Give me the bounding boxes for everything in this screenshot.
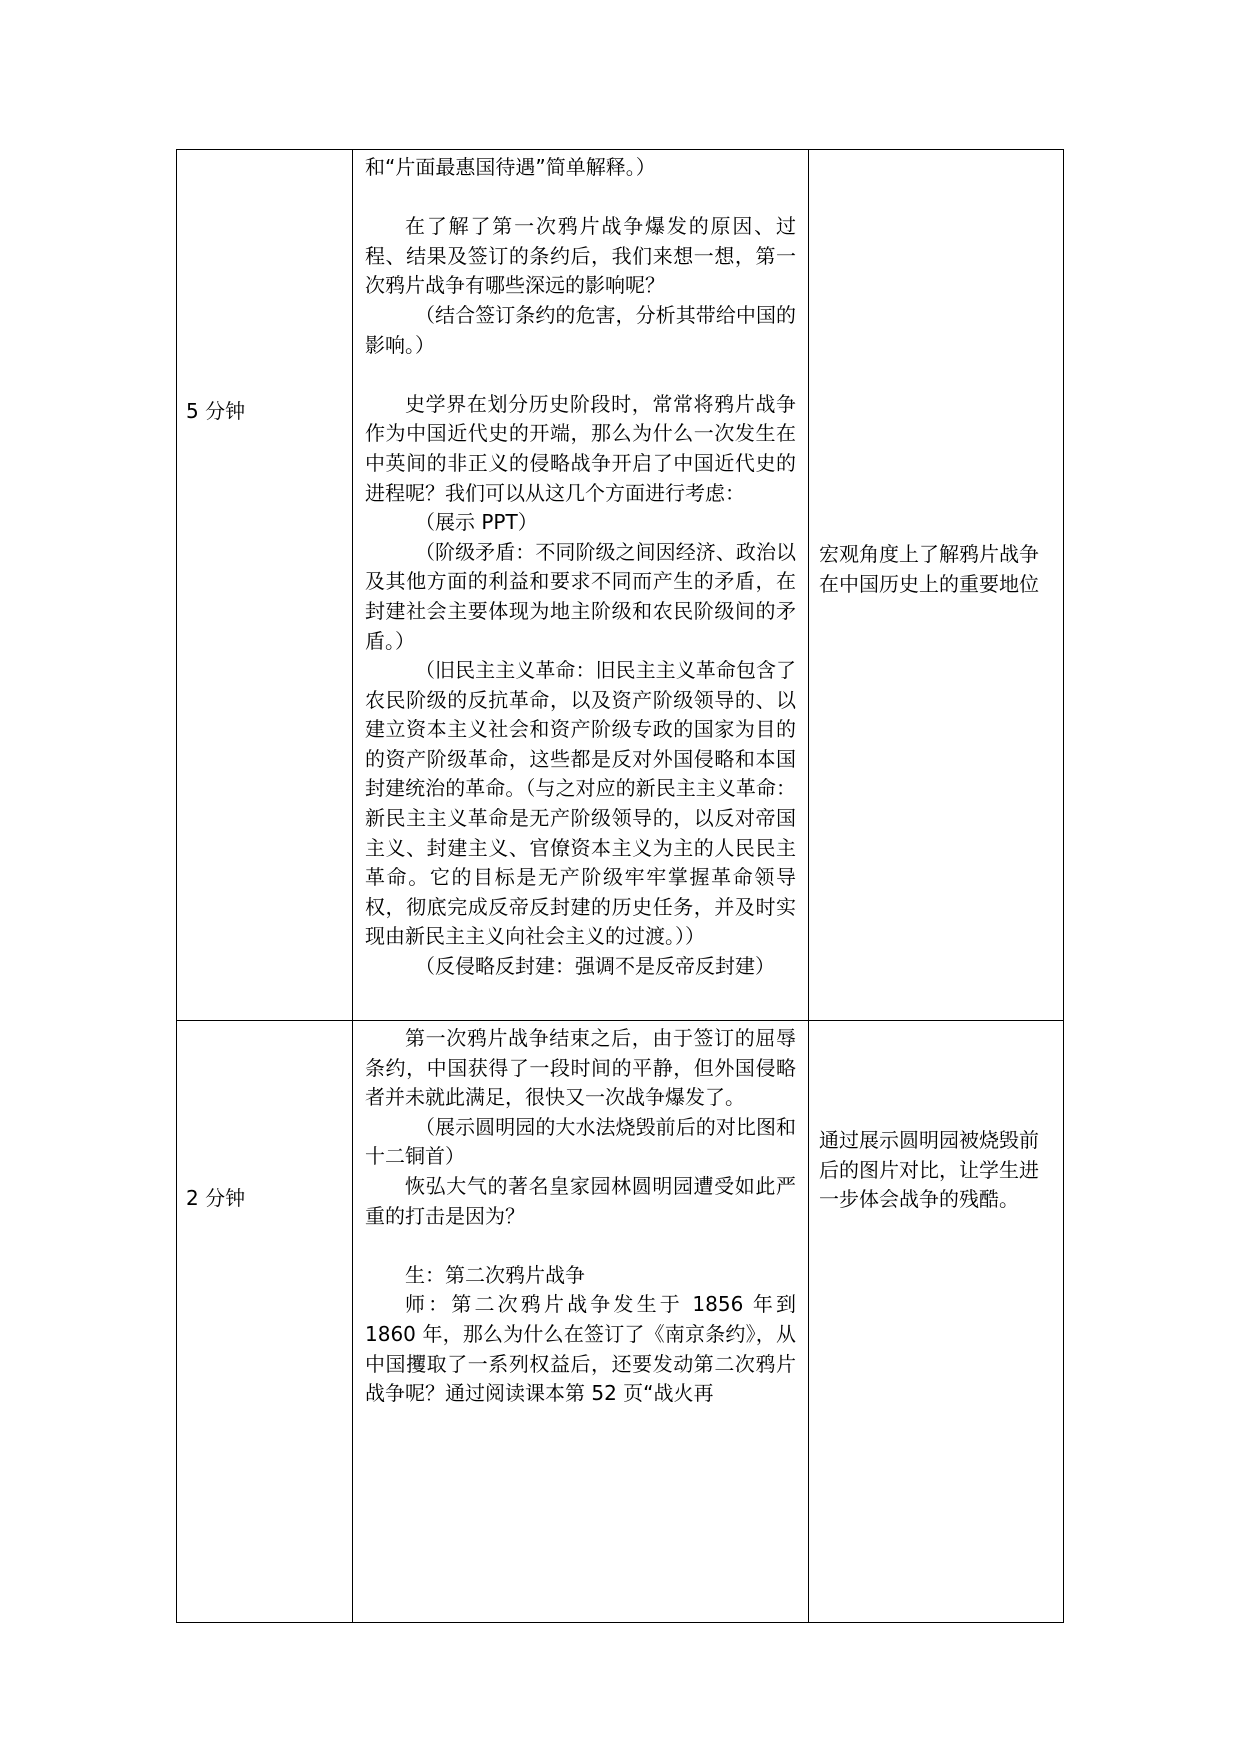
design-note: 通过展示圆明园被烧毁前后的图片对比，让学生进一步体会战争的残酷。	[819, 1128, 1039, 1212]
paragraph: 和“片面最惠国待遇”简单解释。）	[365, 155, 656, 179]
paragraph: （展示 PPT）	[415, 510, 538, 535]
process-cell	[353, 1021, 809, 1623]
paragraph: 师：第二次鸦片战争发生于 1856 年到 1860 年，那么为什么在签订了《南京条约》，从中国攫取了一系列权益后，还要发动第二次鸦片战争呢？通过阅读课本第 52 页“战火再	[365, 1292, 796, 1406]
process-cell	[353, 150, 809, 1021]
note-cell	[809, 1021, 1064, 1623]
paragraph: 第一次鸦片战争结束之后，由于签订的屈辱条约，中国获得了一段时间的平静，但外国侵略者并未就此满足，很快又一次战争爆发了。	[365, 1026, 796, 1110]
paragraph-spacer	[365, 982, 796, 1012]
paragraph-spacer	[365, 360, 796, 390]
table-row	[177, 150, 1064, 1021]
paragraph: 在了解了第一次鸦片战争爆发的原因、过程、结果及签订的条约后，我们来想一想，第一次鸦片战争有哪些深远的影响呢？	[365, 214, 796, 298]
paragraph: （结合签订条约的危害，分析其带给中国的影响。）	[365, 302, 796, 357]
paragraph-spacer	[365, 1231, 796, 1261]
table-row	[177, 1021, 1064, 1623]
paragraph: 恢弘大气的著名皇家园林圆明园遭受如此严重的打击是因为？	[365, 1173, 796, 1228]
paragraph: （展示圆明园的大水法烧毁前后的对比图和十二铜首）	[365, 1114, 796, 1169]
paragraph: （阶级矛盾：不同阶级之间因经济、政治以及其他方面的利益和要求不同而产生的矛盾，在封建社会主要体现为地主阶级和农民阶级间的矛盾。）	[365, 539, 796, 653]
time-label: 2 分钟	[186, 1186, 246, 1210]
paragraph-spacer	[365, 183, 796, 213]
design-note: 宏观角度上了解鸦片战争在中国历史上的重要地位	[819, 542, 1039, 596]
paragraph: 史学界在划分历史阶段时，常常将鸦片战争作为中国近代史的开端，那么为什么一次发生在中英间的非正义的侵略战争开启了中国近代史的进程呢？我们可以从这几个方面进行考虑：	[365, 391, 796, 505]
paragraph: 生：第二次鸦片战争	[405, 1262, 585, 1287]
paragraph: （旧民主主义革命：旧民主主义革命包含了农民阶级的反抗革命，以及资产阶级领导的、以建立资本主义社会和资产阶级专政的国家为目的的资产阶级革命，这些都是反对外国侵略和本国封建统治的革命。（与之对应的新民主主义革命：新民主主义革命是无产阶级领导的，以反对帝国主义、封建主义、官僚资本主义为主的人民民主革命。它的目标是无产阶级牢牢掌握革命领导权，彻底完成反帝反封建的历史任务，并及时实现由新民主主义向社会主义的过渡。））	[365, 658, 796, 949]
time-cell	[177, 1021, 353, 1623]
paragraph: （反侵略反封建：强调不是反帝反封建）	[415, 954, 775, 979]
lesson-plan-table	[176, 149, 1064, 1623]
process-text	[353, 1021, 808, 1409]
process-text	[353, 150, 808, 1011]
time-cell	[177, 150, 353, 1021]
note-cell	[809, 150, 1064, 1021]
time-label: 5 分钟	[186, 399, 246, 423]
